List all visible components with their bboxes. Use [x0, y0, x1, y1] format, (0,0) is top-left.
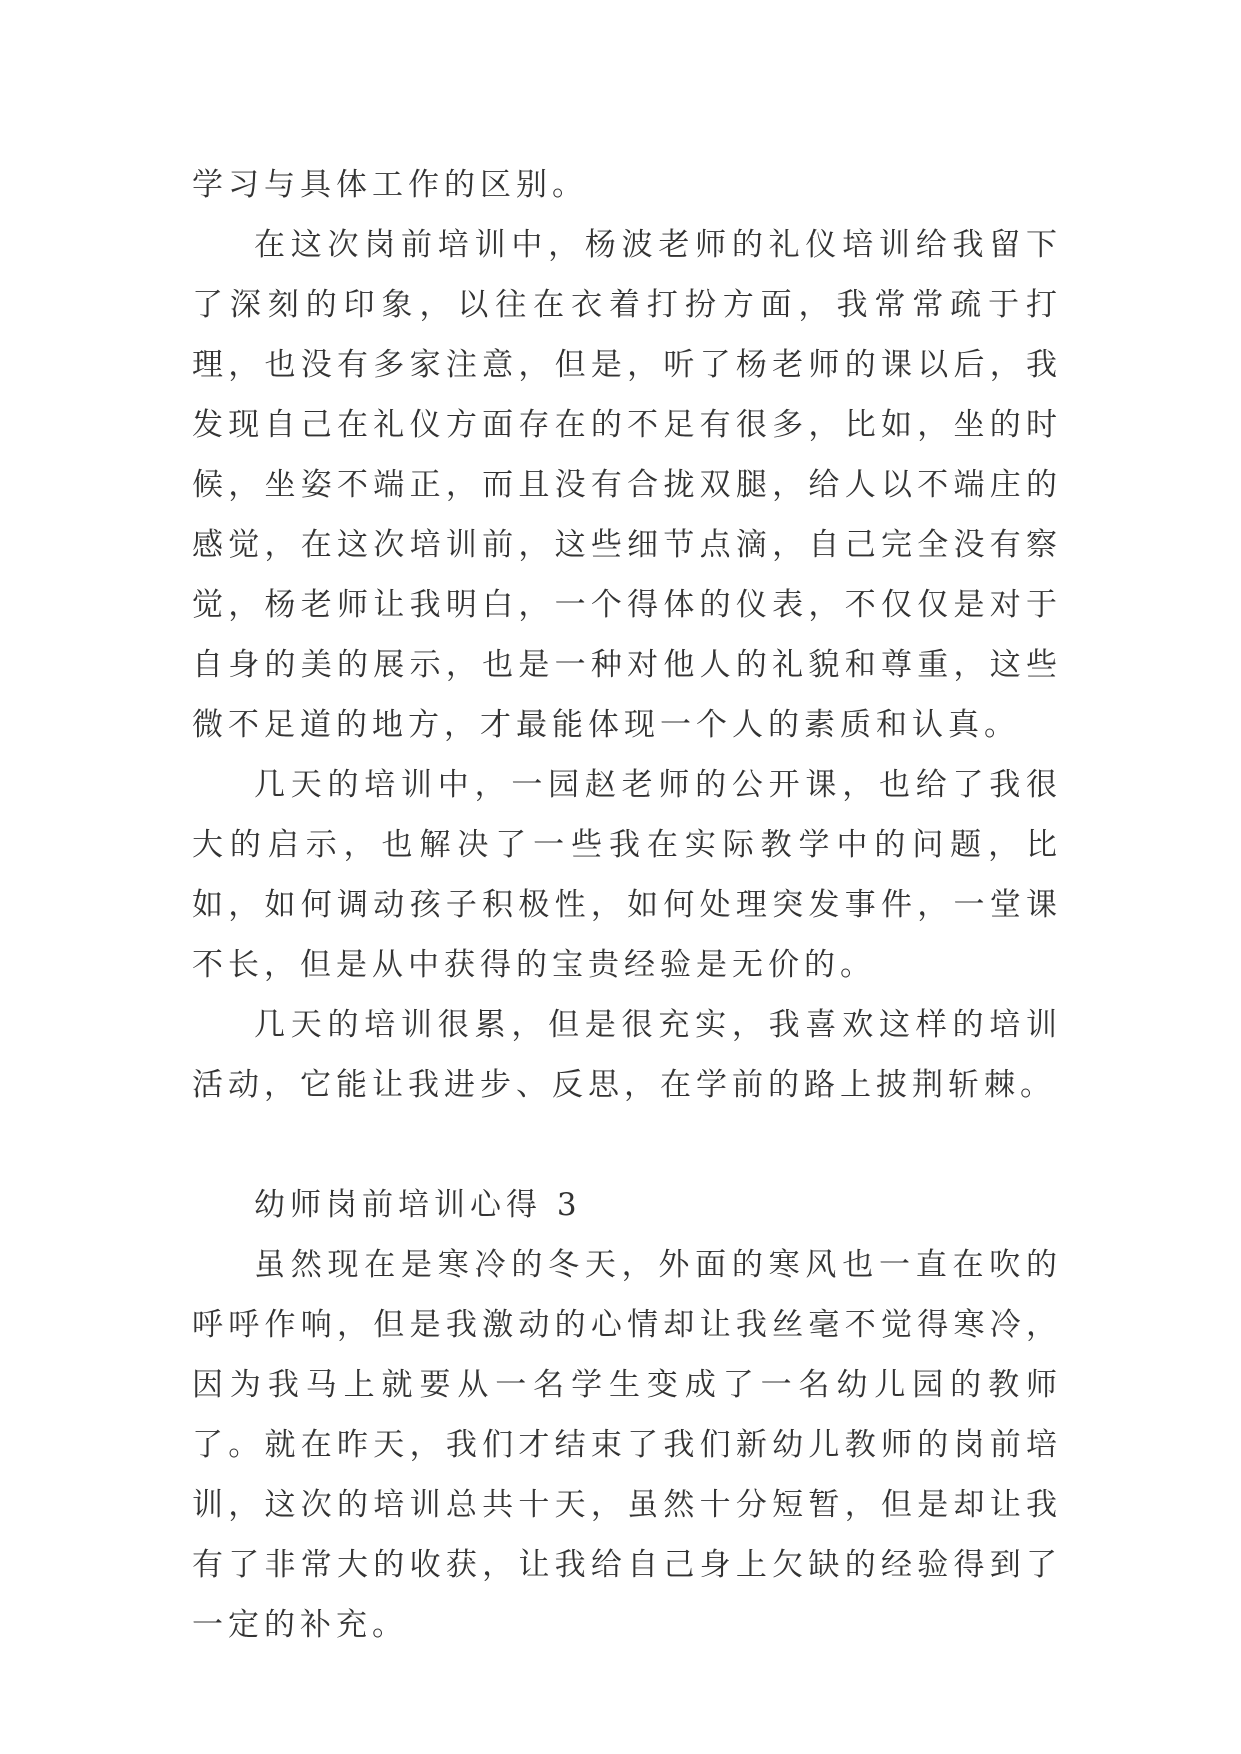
paragraph-open-class: 几天的培训中，一园赵老师的公开课，也给了我很大的启示，也解决了一些我在实际教学中的问题，比如，如何调动孩子积极性，如何处理突发事件，一堂课不长，但是从中获得的宝贵经验是无价的。 — [192, 767, 1062, 983]
paragraph-continuation: 学习与具体工作的区别。 — [192, 167, 588, 203]
section-heading: 幼师岗前培训心得 3 — [254, 1187, 582, 1223]
paragraph-etiquette-training: 在这次岗前培训中，杨波老师的礼仪培训给我留下了深刻的印象，以往在衣着打扮方面，我常常疏于打理，也没有多家注意，但是，听了杨老师的课以后，我发现自己在礼仪方面存在的不足有很多，比如，坐的时候，坐姿不端正，而且没有合拢双腿，给人以不端庄的感觉，在这次培训前，这些细节点滴，自己完全没有察觉，杨老师让我明白，一个得体的仪表，不仅仅是对于自身的美的展示，也是一种对他人的礼貌和尊重，这些微不足道的地方，才最能体现一个人的素质和认真。 — [192, 227, 1062, 743]
paragraph-training-summary: 几天的培训很累，但是很充实，我喜欢这样的培训活动，它能让我进步、反思，在学前的路上披荆斩棘。 — [192, 1007, 1062, 1103]
paragraph-winter-intro: 虽然现在是寒冷的冬天，外面的寒风也一直在吹的呼呼作响，但是我激动的心情却让我丝毫不觉得寒冷，因为我马上就要从一名学生变成了一名幼儿园的教师了。就在昨天，我们才结束了我们新幼儿教师的岗前培训，这次的培训总共十天，虽然十分短暂，但是却让我有了非常大的收获，让我给自己身上欠缺的经验得到了一定的补充。 — [192, 1247, 1062, 1643]
document-body — [192, 155, 1062, 1655]
